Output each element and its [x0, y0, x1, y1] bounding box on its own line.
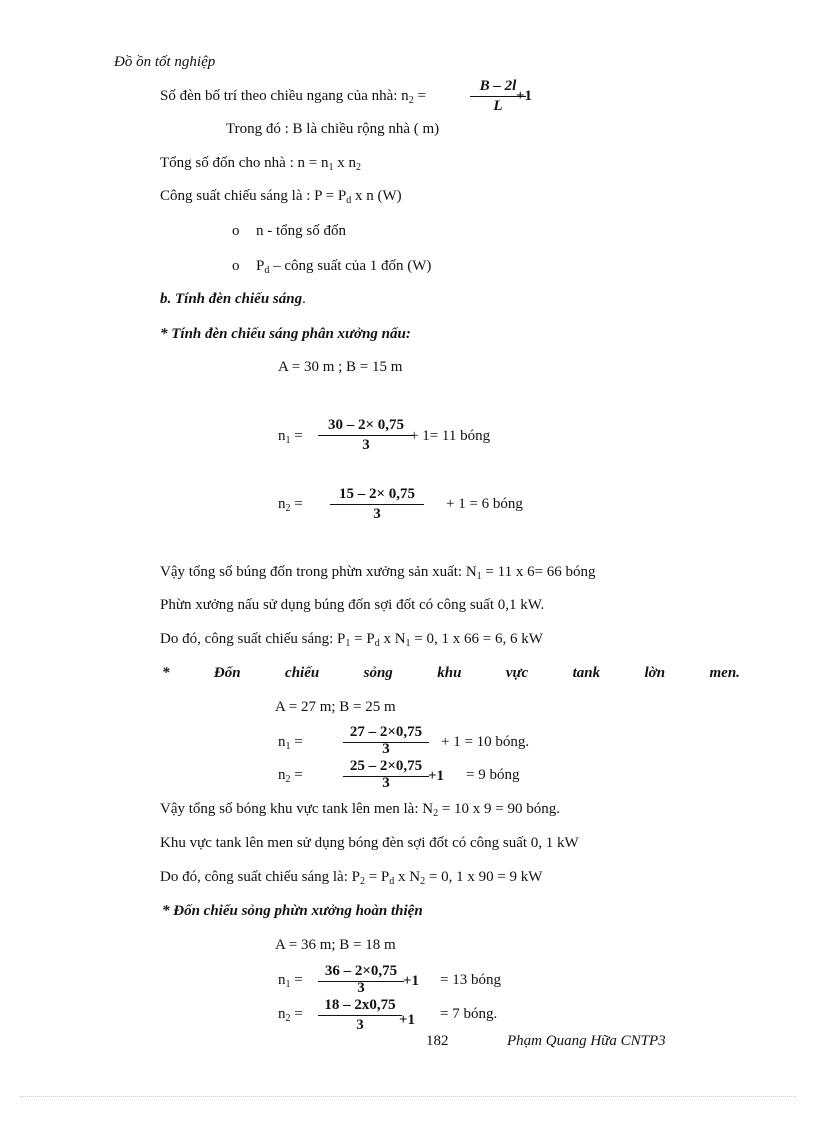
page-bottom-divider	[20, 1096, 796, 1097]
s2-n2-fraction: $\frac{25 - 2\times 0,75}{3}$	[343, 758, 429, 789]
page-number: 182	[426, 1033, 449, 1049]
section-2-dimensions: A = 27 m; B = 25 m	[275, 699, 396, 715]
s3-n1-result: = 13 bóng	[440, 972, 501, 988]
s3-n1-plus: +1	[403, 973, 420, 989]
section-1-dimensions: A = 30 m ; B = 15 m	[278, 359, 403, 375]
document-header: Đồ ồn tốt nghiệp	[114, 54, 216, 70]
s1-total: Vậy tổng số búng đốn trong phừn xưởng sản xuất: $N_1 = 11$ x 6= 66 bóng	[160, 564, 596, 582]
s3-n2-label: $n_2$ =	[278, 1006, 303, 1024]
s1-n1-label: $n_1$ =	[278, 428, 303, 446]
s1-n2-label: $n_2$ =	[278, 496, 303, 514]
s2-n1-result: + 1 = 10 bóng.	[441, 734, 530, 750]
intro-line-1: Số đèn bố trí theo chiều ngang của nhà: $n_2$ =	[160, 88, 426, 106]
s2-usage: Khu vực tank lên men sử dụng bóng đèn sợi đốt có công suất 0, 1 kW	[160, 835, 579, 851]
intro-line-3: Tổng số đốn cho nhà : $n = n_1$ x $n_2$	[160, 155, 361, 173]
s3-n2-fraction: $\frac{18 - 2x0,75}{3}$	[318, 997, 402, 1034]
s2-n2-plus: +1	[428, 768, 445, 784]
s3-n2-plus: +1	[399, 1012, 416, 1028]
s2-total: Vậy tổng số bóng khu vực tank lên men là: $N_2 = 10$ x 9 = 90 bóng.	[160, 801, 561, 819]
s3-n1-label: $n_1$ =	[278, 972, 303, 990]
s1-n2-result: + 1 = 6 bóng	[446, 496, 523, 512]
bullet-icon: o	[232, 258, 240, 274]
s3-n1-fraction: $\frac{36 - 2\times 0,75}{3}$	[318, 963, 404, 994]
section-2-heading: * Đốn chiếu sỏng khu vực tank lờn men.	[162, 665, 740, 681]
section-b-heading: b. Tính đèn chiếu sáng.	[160, 291, 306, 307]
intro-line-2: Trong đó : B là chiều rộng nhà ( m)	[226, 121, 440, 137]
s1-usage: Phừn xưởng nấu sử dụng búng đốn sợi đốt có công suất 0,1 kW.	[160, 597, 545, 613]
section-3-dimensions: A = 36 m; B = 18 m	[275, 937, 396, 953]
s2-n2-label: $n_2$ =	[278, 767, 303, 785]
section-1-heading: * Tính đèn chiếu sáng phân xưởng nấu:	[160, 326, 411, 342]
s1-power: Do đó, công suất chiếu sáng: $P_1 = P_d$ x $N_1 = 0$, 1 x 66 = 6, 6 kW	[160, 631, 543, 649]
fraction-n2-general: $\frac{B - 2l}{L}$	[470, 78, 526, 115]
intro-line-4: Công suất chiếu sáng là : $P = P_d$ x n (W)	[160, 188, 402, 206]
s1-n2-fraction: $\frac{15 - 2\times 0,75}{3}$	[330, 486, 424, 523]
s1-n1-fraction: $\frac{30 - 2\times 0,75}{3}$	[318, 417, 414, 454]
s2-n1-fraction: $\frac{27 - 2\times 0,75}{3}$	[343, 724, 429, 755]
s2-power: Do đó, công suất chiếu sáng là: $P_2 = P_d$ x $N_2 = 0$, 1 x 90 = 9 kW	[160, 869, 543, 887]
s2-n1-label: $n_1$ =	[278, 734, 303, 752]
s2-n2-result: = 9 bóng	[466, 767, 520, 783]
footer-author: Phạm Quang Hữa CNTP3	[507, 1033, 666, 1049]
s3-n2-result: = 7 bóng.	[440, 1006, 498, 1022]
bullet-item-1: n - tổng số đốn	[256, 223, 346, 239]
s1-n1-result: + 1= 11 bóng	[410, 428, 491, 444]
section-3-heading: * Đốn chiếu sỏng phừn xưởng hoàn thiện	[162, 903, 423, 919]
bullet-item-2: $P_d$ – công suất của 1 đốn (W)	[256, 258, 432, 276]
bullet-icon: o	[232, 223, 240, 239]
plus-one: +1	[516, 88, 533, 104]
